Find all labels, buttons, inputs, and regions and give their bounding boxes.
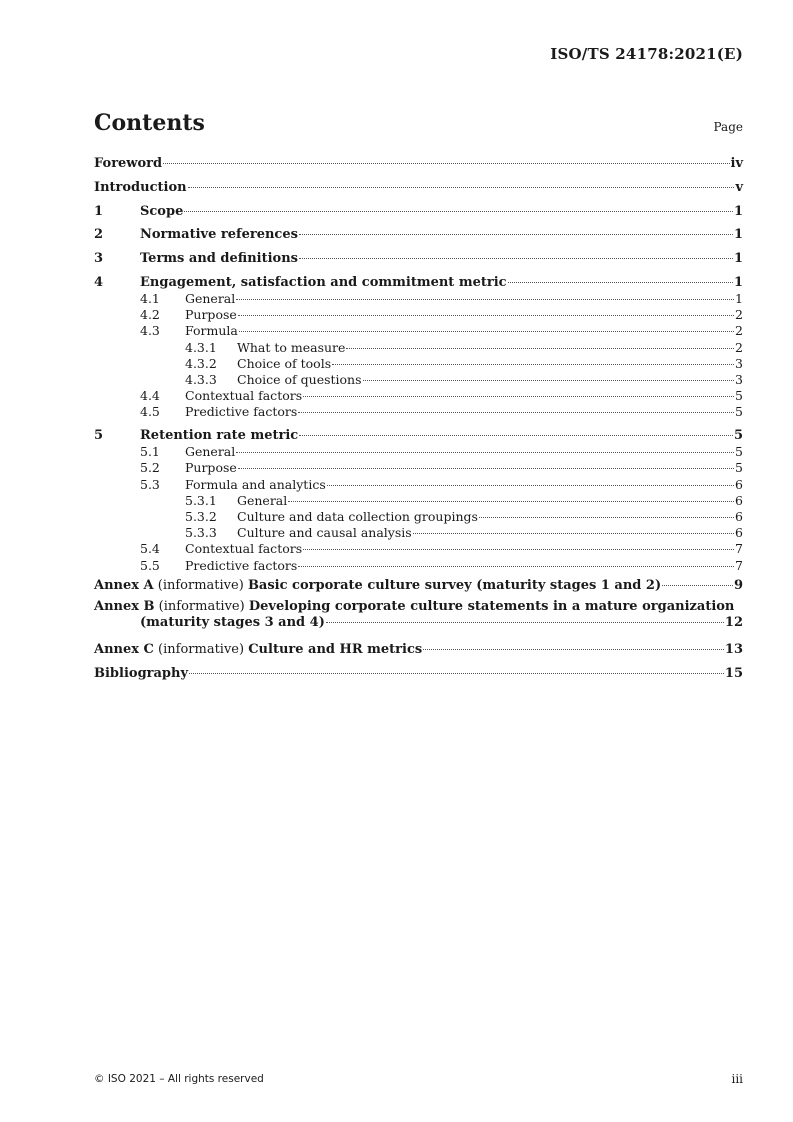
toc-title: Introduction (94, 179, 187, 195)
toc-page: 6 (735, 476, 743, 492)
toc-page: v (735, 179, 743, 195)
dot-leader (303, 549, 734, 550)
toc-page: 1 (733, 251, 743, 267)
dot-leader (238, 315, 734, 316)
toc-page: 6 (735, 525, 743, 541)
toc-page: 5 (735, 404, 743, 420)
toc-page: 5 (735, 444, 743, 460)
toc-page: 7 (735, 541, 743, 557)
toc-title: Purpose (185, 460, 237, 476)
dot-leader (299, 234, 733, 235)
toc-entry-4-1[interactable] (94, 291, 743, 307)
toc-entry-4-3-1[interactable] (94, 340, 743, 356)
toc-title: General (185, 290, 236, 306)
dot-leader (479, 517, 734, 518)
toc-entry-5-3-3[interactable] (94, 525, 743, 541)
toc-page: 2 (735, 339, 743, 355)
toc-entry-3[interactable] (94, 249, 743, 273)
toc-title: Choice of tools (237, 355, 332, 371)
copyright-notice: © ISO 2021 – All rights reserved (94, 1073, 264, 1085)
toc-title: What to measure (237, 339, 346, 355)
annex-type: (informative) (158, 599, 245, 615)
toc-page: 3 (735, 355, 743, 371)
toc-number: 4.4 (140, 388, 160, 404)
annex-title: Basic corporate culture survey (maturity stages 1 and 2) (247, 577, 662, 593)
toc-entry-5-3-2[interactable] (94, 509, 743, 525)
toc-entry-5-2[interactable] (94, 460, 743, 476)
toc-number: 4.3.1 (185, 339, 217, 355)
annex-title: Developing corporate culture statements in a mature organization (248, 599, 735, 615)
dot-leader (303, 396, 734, 397)
toc-page: 2 (735, 323, 743, 339)
toc-entry-4-2[interactable] (94, 307, 743, 323)
toc-entry-5-4[interactable] (94, 541, 743, 557)
toc-entry-5[interactable] (94, 426, 743, 444)
toc-page: 12 (724, 615, 743, 631)
toc-number: 3 (94, 251, 104, 267)
toc-number: 5.3.1 (185, 492, 217, 508)
toc-entry-2[interactable] (94, 225, 743, 249)
dot-leader (327, 485, 734, 486)
toc-page: 1 (735, 290, 743, 306)
toc-page: 2 (735, 307, 743, 323)
toc-page: 5 (733, 428, 743, 444)
dot-leader (423, 649, 724, 650)
toc-entry-annex-b[interactable] (94, 599, 743, 640)
toc-title: Culture and data collection groupings (237, 509, 478, 525)
toc-number: 4.3.2 (185, 355, 217, 371)
toc-entry-1[interactable] (94, 202, 743, 226)
toc-title: Normative references (140, 227, 298, 243)
annex-title: Culture and HR metrics (248, 642, 423, 658)
contents-title: Contents (94, 110, 205, 136)
toc-page: 6 (735, 509, 743, 525)
toc-entry-annex-c[interactable] (94, 640, 743, 664)
toc-page: 9 (733, 577, 743, 593)
toc-number: 5 (94, 428, 104, 444)
dot-leader (288, 501, 734, 502)
dot-leader (238, 468, 734, 469)
dot-leader (363, 380, 735, 381)
toc-title: Choice of questions (237, 371, 362, 387)
toc-number: 5.2 (140, 460, 160, 476)
annex-label: Annex C (94, 642, 154, 658)
dot-leader (163, 163, 729, 164)
toc-title: Purpose (185, 307, 237, 323)
toc-number: 4.3.3 (185, 371, 217, 387)
dot-leader (299, 258, 733, 259)
dot-leader (188, 187, 735, 188)
toc-entry-annex-a[interactable] (94, 576, 743, 600)
annex-title-continuation: (maturity stages 3 and 4) (140, 615, 325, 631)
dot-leader (662, 585, 733, 586)
dot-leader (236, 452, 734, 453)
toc-page: 1 (733, 203, 743, 219)
annex-label: Annex A (94, 577, 154, 593)
toc-title: General (237, 492, 288, 508)
dot-leader (299, 435, 733, 436)
toc-title: Predictive factors (185, 404, 298, 420)
dot-leader (508, 282, 733, 283)
toc-page: 1 (733, 227, 743, 243)
toc-entry-5-3[interactable] (94, 477, 743, 493)
toc-title: Foreword (94, 156, 163, 171)
toc-page: 3 (735, 371, 743, 387)
toc-number: 5.4 (140, 541, 160, 557)
dot-leader (413, 533, 734, 534)
toc-number: 5.5 (140, 557, 160, 573)
toc-page: 7 (735, 557, 743, 573)
toc-number: 4.5 (140, 404, 160, 420)
toc-entry-4-4[interactable] (94, 388, 743, 404)
toc-page: 6 (735, 492, 743, 508)
dot-leader (189, 673, 724, 674)
dot-leader (236, 299, 734, 300)
dot-leader (332, 364, 734, 365)
toc-number: 2 (94, 227, 104, 243)
annex-label: Annex B (94, 599, 155, 615)
toc-title: General (185, 444, 236, 460)
toc-title: Engagement, satisfaction and commitment metric (140, 274, 507, 290)
toc-number: 5.3.3 (185, 525, 217, 541)
dot-leader (239, 331, 734, 332)
toc-number: 4 (94, 274, 104, 290)
toc-title: Formula (185, 323, 238, 339)
toc-title: Bibliography (94, 666, 189, 682)
toc-number: 4.3 (140, 323, 160, 339)
toc-entry-4[interactable] (94, 273, 743, 291)
dot-leader (346, 348, 734, 349)
toc-entry-5-1[interactable] (94, 444, 743, 460)
dot-leader (326, 622, 724, 623)
toc-entry-introduction[interactable] (94, 178, 743, 202)
table-of-contents (94, 154, 743, 688)
toc-title: Terms and definitions (140, 251, 298, 267)
toc-page: 13 (724, 642, 743, 658)
dot-leader (184, 211, 733, 212)
toc-title: Predictive factors (185, 557, 298, 573)
toc-entry-5-3-1[interactable] (94, 493, 743, 509)
toc-entry-5-5[interactable] (94, 558, 743, 576)
toc-page: 1 (733, 274, 743, 290)
toc-title: Contextual factors (185, 388, 303, 404)
toc-entry-4-3[interactable] (94, 323, 743, 339)
toc-page: 5 (735, 460, 743, 476)
dot-leader (298, 412, 734, 413)
page-column-label: Page (713, 120, 743, 134)
toc-title: Formula and analytics (185, 476, 326, 492)
toc-number: 5.1 (140, 444, 160, 460)
page-number: iii (731, 1072, 743, 1086)
toc-title: Culture and causal analysis (237, 525, 412, 541)
toc-entry-4-3-2[interactable] (94, 356, 743, 372)
contents-heading (94, 110, 743, 136)
toc-entry-foreword[interactable] (94, 154, 743, 178)
toc-page: 15 (724, 666, 743, 682)
annex-type: (informative) (158, 642, 245, 658)
toc-number: 4.2 (140, 307, 160, 323)
toc-title: Scope (140, 203, 184, 219)
toc-number: 5.3 (140, 476, 160, 492)
document-id: ISO/TS 24178:2021(E) (550, 45, 743, 63)
toc-page: 5 (735, 388, 743, 404)
toc-title: Contextual factors (185, 541, 303, 557)
toc-page: iv (730, 156, 743, 171)
toc-number: 4.1 (140, 290, 160, 306)
toc-entry-bibliography[interactable] (94, 664, 743, 688)
dot-leader (298, 566, 734, 567)
toc-number: 1 (94, 203, 104, 219)
toc-entry-4-5[interactable] (94, 404, 743, 426)
toc-title: Retention rate metric (140, 428, 299, 444)
annex-type: (informative) (157, 577, 244, 593)
toc-entry-4-3-3[interactable] (94, 372, 743, 388)
toc-number: 5.3.2 (185, 509, 217, 525)
